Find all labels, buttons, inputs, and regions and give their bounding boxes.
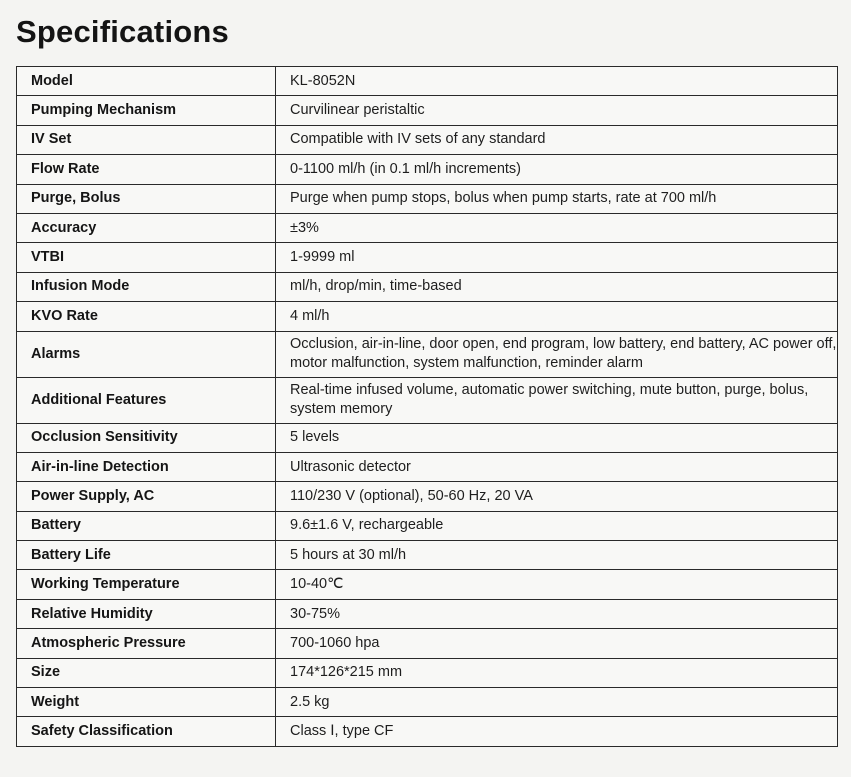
table-row [17,688,838,717]
spec-label: IV Set [17,125,276,154]
spec-label: Purge, Bolus [17,184,276,213]
spec-value: Curvilinear peristaltic [276,96,838,125]
table-row [17,377,838,423]
spec-value: Purge when pump stops, bolus when pump starts, rate at 700 ml/h [276,184,838,213]
table-row [17,155,838,184]
spec-value: 5 hours at 30 ml/h [276,541,838,570]
spec-label: Size [17,658,276,687]
spec-label: Atmospheric Pressure [17,629,276,658]
spec-label: Working Temperature [17,570,276,599]
table-row [17,482,838,511]
spec-label: Model [17,67,276,96]
spec-value: 4 ml/h [276,302,838,331]
spec-label: Accuracy [17,213,276,242]
spec-value: Ultrasonic detector [276,452,838,481]
spec-label: Additional Features [17,377,276,423]
table-row [17,658,838,687]
spec-label: Air-in-line Detection [17,452,276,481]
table-row [17,331,838,377]
spec-label: Flow Rate [17,155,276,184]
table-row [17,302,838,331]
table-row [17,272,838,301]
spec-label: Weight [17,688,276,717]
spec-label: VTBI [17,243,276,272]
table-row [17,570,838,599]
spec-label: KVO Rate [17,302,276,331]
spec-label: Safety Classification [17,717,276,746]
spec-value: 1-9999 ml [276,243,838,272]
spec-value: 10-40℃ [276,570,838,599]
spec-value: Class Ⅰ, type CF [276,717,838,746]
table-row [17,541,838,570]
page-title: Specifications [16,14,229,49]
table-row [17,125,838,154]
spec-value: 174*126*215 mm [276,658,838,687]
spec-label: Power Supply, AC [17,482,276,511]
table-row [17,629,838,658]
spec-label: Relative Humidity [17,599,276,628]
spec-value: 700-1060 hpa [276,629,838,658]
spec-value: Compatible with IV sets of any standard [276,125,838,154]
specifications-table [16,66,838,747]
spec-value: KL-8052N [276,67,838,96]
spec-value: 2.5 kg [276,688,838,717]
spec-label: Battery [17,511,276,540]
spec-value: 30-75% [276,599,838,628]
spec-value: 5 levels [276,423,838,452]
table-row [17,599,838,628]
spec-value: Real-time infused volume, automatic power switching, mute button, purge, bolus, system memory [276,377,838,423]
spec-value: 110/230 V (optional), 50-60 Hz, 20 VA [276,482,838,511]
table-row [17,511,838,540]
spec-label: Alarms [17,331,276,377]
table-row [17,717,838,746]
spec-value: ±3% [276,213,838,242]
spec-value: Occlusion, air-in-line, door open, end program, low battery, end battery, AC power off, motor malfunction, system malfunction, reminder alarm [276,331,838,377]
table-row [17,213,838,242]
spec-value: 9.6±1.6 V, rechargeable [276,511,838,540]
spec-label: Battery Life [17,541,276,570]
spec-label: Pumping Mechanism [17,96,276,125]
table-row [17,96,838,125]
table-row [17,452,838,481]
table-row [17,67,838,96]
spec-label: Infusion Mode [17,272,276,301]
table-row [17,184,838,213]
table-row [17,243,838,272]
spec-label: Occlusion Sensitivity [17,423,276,452]
table-row [17,423,838,452]
spec-value: 0-1100 ml/h (in 0.1 ml/h increments) [276,155,838,184]
spec-value: ml/h, drop/min, time-based [276,272,838,301]
